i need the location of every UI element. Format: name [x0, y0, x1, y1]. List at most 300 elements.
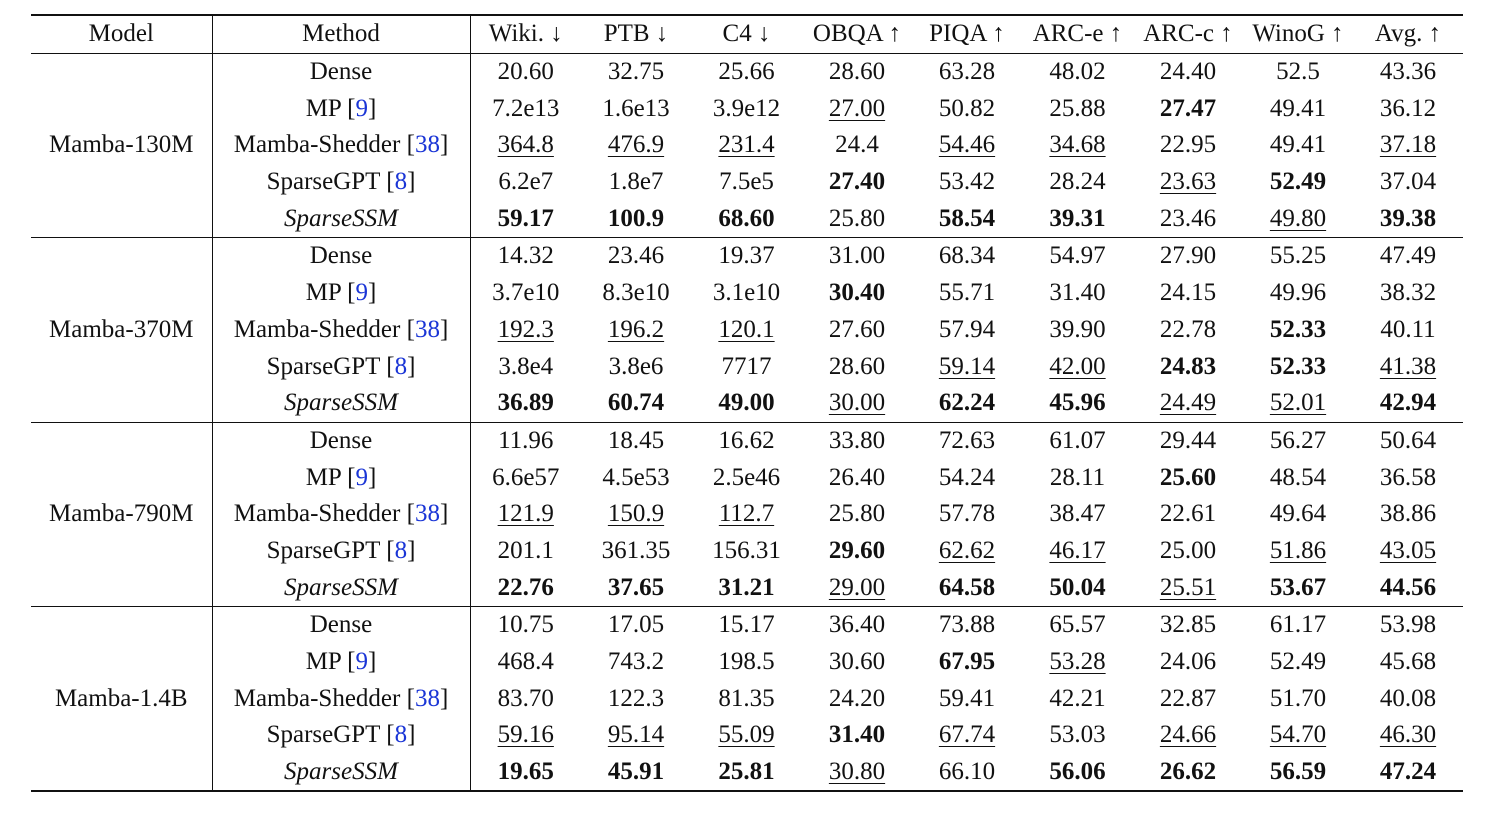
value-cell-winog: [1243, 644, 1353, 681]
value-cell-ptb: [581, 200, 691, 237]
value-cell-piqa: [912, 569, 1022, 606]
value-text: 47.49: [1379, 242, 1437, 270]
table-row: [31, 680, 1463, 717]
table-row: [31, 607, 1463, 644]
value-cell-obqa: [802, 717, 912, 754]
value-cell-arc-e: [1022, 644, 1133, 681]
column-header-method: Method: [212, 15, 470, 53]
value-text: 49.41: [1269, 131, 1327, 159]
value-cell-piqa: [912, 90, 1022, 127]
table-row: [31, 90, 1463, 127]
value-cell-obqa: [802, 238, 912, 275]
value-text: 52.5: [1276, 58, 1320, 86]
value-text: 27.40: [828, 168, 886, 196]
value-cell-c4: [691, 680, 802, 717]
value-cell-winog: [1243, 348, 1353, 385]
value-cell-winog: [1243, 422, 1353, 459]
value-text: 52.33: [1269, 352, 1327, 380]
value-cell-piqa: [912, 754, 1022, 792]
value-cell-obqa: [802, 607, 912, 644]
column-header-winog: WinoG ↑: [1252, 20, 1344, 48]
value-cell-wiki: [470, 496, 581, 533]
table-row: [31, 754, 1463, 792]
value-text: 49.41: [1269, 94, 1327, 122]
value-cell-obqa: [802, 459, 912, 496]
value-cell-arc-e: [1022, 569, 1133, 606]
table-row: [31, 312, 1463, 349]
method-name: Dense: [309, 426, 373, 454]
value-cell-piqa: [912, 312, 1022, 349]
value-text: 60.74: [607, 389, 665, 417]
column-header-arc-e: ARC-e ↑: [1032, 20, 1123, 48]
model-group-mamba-1.4b: [31, 607, 1463, 792]
citation-link[interactable]: 9: [355, 94, 368, 122]
value-text: 121.9: [497, 500, 554, 528]
value-text: 56.27: [1269, 426, 1327, 454]
value-cell-wiki: [470, 607, 581, 644]
value-cell-winog: [1243, 275, 1353, 312]
value-text: 20.60: [497, 58, 554, 86]
value-text: 45.91: [607, 758, 665, 786]
model-group-mamba-370m: [31, 238, 1463, 422]
value-cell-avg: [1353, 164, 1463, 201]
value-cell-obqa: [802, 275, 912, 312]
method-cell: [212, 238, 470, 275]
value-cell-piqa: [912, 200, 1022, 237]
value-text: 27.00: [828, 94, 886, 122]
value-cell-ptb: [581, 348, 691, 385]
value-cell-ptb: [581, 312, 691, 349]
value-text: 31.00: [828, 242, 886, 270]
results-table: [31, 14, 1463, 792]
value-text: 26.40: [828, 463, 886, 491]
value-text: 46.30: [1379, 721, 1437, 749]
value-cell-avg: [1353, 312, 1463, 349]
value-cell-obqa: [802, 385, 912, 422]
value-text: 43.36: [1379, 58, 1437, 86]
value-cell-avg: [1353, 680, 1463, 717]
value-text: 65.57: [1049, 611, 1106, 639]
value-text: 7717: [721, 352, 772, 380]
value-text: 30.60: [828, 648, 886, 676]
value-cell-ptb: [581, 275, 691, 312]
value-cell-wiki: [470, 569, 581, 606]
table-row: [31, 422, 1463, 459]
value-text: 48.54: [1269, 463, 1327, 491]
value-text: 67.74: [938, 721, 996, 749]
value-text: 59.41: [938, 684, 996, 712]
method-cell: Mamba-Shedder [38]: [212, 312, 470, 349]
value-cell-winog: [1243, 53, 1353, 90]
value-cell-c4: [691, 644, 802, 681]
value-cell-ptb: [581, 164, 691, 201]
value-text: 23.63: [1159, 168, 1217, 196]
value-cell-arc-e: [1022, 238, 1133, 275]
table-row: [31, 53, 1463, 90]
value-cell-obqa: [802, 754, 912, 792]
value-text: 52.01: [1269, 389, 1327, 417]
value-cell-wiki: [470, 53, 581, 90]
value-cell-winog: [1243, 312, 1353, 349]
value-text: 61.17: [1269, 611, 1327, 639]
method-cell: [212, 607, 470, 644]
value-text: 62.62: [938, 536, 996, 564]
value-cell-arc-c: [1133, 53, 1243, 90]
table-row: [31, 164, 1463, 201]
value-text: 28.60: [828, 352, 886, 380]
value-cell-arc-e: [1022, 53, 1133, 90]
value-text: 192.3: [497, 315, 554, 343]
table-row: [31, 127, 1463, 164]
value-cell-wiki: [470, 275, 581, 312]
value-text: 25.00: [1159, 536, 1217, 564]
value-cell-arc-c: [1133, 385, 1243, 422]
value-text: 39.38: [1379, 204, 1437, 232]
value-text: 59.16: [497, 721, 554, 749]
value-cell-c4: [691, 53, 802, 90]
value-text: 56.59: [1269, 758, 1327, 786]
method-cell: SparseGPT [8]: [212, 717, 470, 754]
value-cell-ptb: [581, 533, 691, 570]
method-cell: Mamba-Shedder [38]: [212, 496, 470, 533]
value-cell-c4: [691, 607, 802, 644]
value-cell-wiki: [470, 200, 581, 237]
value-cell-avg: [1353, 569, 1463, 606]
value-text: 31.40: [1049, 279, 1106, 307]
citation-link[interactable]: 9: [355, 279, 368, 307]
value-text: 3.8e6: [608, 352, 664, 380]
model-name-cell: Mamba-790M: [31, 422, 212, 606]
column-header-piqa: PIQA ↑: [929, 20, 1005, 48]
table-row: [31, 275, 1463, 312]
value-text: 67.95: [938, 648, 996, 676]
value-cell-obqa: [802, 312, 912, 349]
column-header-c4: C4 ↓: [722, 20, 771, 48]
citation-link[interactable]: 38: [414, 500, 440, 528]
value-cell-winog: [1243, 385, 1353, 422]
value-cell-arc-c: [1133, 607, 1243, 644]
value-cell-wiki: [470, 348, 581, 385]
value-cell-c4: [691, 717, 802, 754]
value-text: 59.17: [497, 204, 554, 232]
value-cell-arc-c: [1133, 680, 1243, 717]
method-name: Mamba-Shedder: [233, 315, 401, 343]
value-cell-c4: [691, 200, 802, 237]
value-text: 17.05: [607, 611, 665, 639]
value-text: 32.75: [607, 58, 665, 86]
value-cell-ptb: [581, 127, 691, 164]
method-name: Dense: [309, 58, 373, 86]
value-cell-arc-e: [1022, 680, 1133, 717]
value-text: 2.5e46: [712, 463, 781, 491]
value-text: 15.17: [718, 611, 775, 639]
citation-link[interactable]: 8: [394, 721, 408, 749]
value-cell-c4: [691, 496, 802, 533]
value-text: 52.49: [1269, 648, 1327, 676]
method-cell: [212, 569, 470, 606]
value-cell-c4: [691, 385, 802, 422]
method-name: SparseGPT: [266, 721, 381, 749]
value-cell-arc-c: [1133, 127, 1243, 164]
value-cell-winog: [1243, 680, 1353, 717]
value-text: 53.03: [1049, 721, 1106, 749]
value-text: 25.81: [718, 758, 775, 786]
value-cell-piqa: [912, 644, 1022, 681]
value-text: 24.15: [1159, 279, 1217, 307]
model-name-cell: Mamba-1.4B: [31, 607, 212, 792]
value-text: 41.38: [1379, 352, 1437, 380]
value-cell-avg: [1353, 422, 1463, 459]
value-text: 32.85: [1159, 611, 1217, 639]
value-cell-wiki: [470, 533, 581, 570]
value-cell-wiki: [470, 238, 581, 275]
table-row: [31, 459, 1463, 496]
method-cell: [212, 754, 470, 792]
table-row: [31, 238, 1463, 275]
value-text: 66.10: [938, 758, 996, 786]
value-cell-arc-e: [1022, 200, 1133, 237]
citation-link[interactable]: 38: [414, 684, 440, 712]
value-cell-ptb: [581, 754, 691, 792]
value-cell-arc-c: [1133, 348, 1243, 385]
citation-link[interactable]: 8: [394, 352, 408, 380]
value-text: 58.54: [938, 204, 996, 232]
model-name-cell: Mamba-370M: [31, 238, 212, 422]
value-cell-piqa: [912, 385, 1022, 422]
value-cell-avg: [1353, 385, 1463, 422]
value-cell-obqa: [802, 496, 912, 533]
value-cell-obqa: [802, 200, 912, 237]
value-text: 24.83: [1159, 352, 1217, 380]
value-text: 42.21: [1049, 684, 1106, 712]
value-text: 25.51: [1159, 573, 1217, 601]
value-cell-winog: [1243, 496, 1353, 533]
value-text: 36.89: [497, 389, 554, 417]
value-text: 22.61: [1159, 500, 1217, 528]
header-row: [31, 15, 1463, 53]
value-text: 743.2: [607, 648, 665, 676]
value-cell-obqa: [802, 533, 912, 570]
value-cell-wiki: [470, 312, 581, 349]
value-text: 7.2e13: [492, 94, 560, 122]
method-cell: [212, 422, 470, 459]
value-text: 364.8: [497, 131, 554, 159]
column-header-model: Model: [31, 15, 212, 53]
value-text: 10.75: [497, 611, 554, 639]
value-cell-arc-e: [1022, 754, 1133, 792]
value-cell-arc-c: [1133, 312, 1243, 349]
value-cell-obqa: [802, 127, 912, 164]
value-text: 22.87: [1159, 684, 1217, 712]
value-text: 51.70: [1269, 684, 1327, 712]
value-text: 1.6e13: [602, 94, 670, 122]
value-cell-arc-e: [1022, 533, 1133, 570]
value-cell-avg: [1353, 533, 1463, 570]
value-cell-avg: [1353, 348, 1463, 385]
value-cell-arc-c: [1133, 200, 1243, 237]
value-text: 64.58: [938, 573, 996, 601]
value-cell-piqa: [912, 53, 1022, 90]
value-text: 3.9e12: [712, 94, 781, 122]
value-text: 25.60: [1159, 463, 1217, 491]
method-name: Mamba-Shedder: [233, 131, 401, 159]
value-text: 3.7e10: [492, 279, 560, 307]
value-cell-arc-c: [1133, 275, 1243, 312]
value-text: 83.70: [497, 684, 554, 712]
table-header: [31, 15, 1463, 53]
value-cell-ptb: [581, 717, 691, 754]
value-text: 53.42: [938, 168, 996, 196]
table-row: [31, 644, 1463, 681]
method-name: SparseGPT: [266, 352, 381, 380]
value-text: 120.1: [718, 315, 775, 343]
value-text: 24.4: [835, 131, 879, 159]
value-cell-obqa: [802, 680, 912, 717]
value-cell-avg: [1353, 90, 1463, 127]
citation-link[interactable]: 8: [394, 536, 408, 564]
table-row: [31, 496, 1463, 533]
value-cell-piqa: [912, 717, 1022, 754]
value-text: 53.98: [1379, 611, 1437, 639]
value-text: 54.24: [938, 463, 996, 491]
value-text: 24.66: [1159, 721, 1217, 749]
value-cell-arc-e: [1022, 422, 1133, 459]
value-cell-winog: [1243, 459, 1353, 496]
value-cell-wiki: [470, 644, 581, 681]
value-cell-arc-c: [1133, 717, 1243, 754]
value-text: 42.00: [1049, 352, 1106, 380]
value-text: 34.68: [1049, 131, 1106, 159]
value-cell-arc-e: [1022, 717, 1133, 754]
method-cell: [212, 385, 470, 422]
method-name: SparseSSM: [284, 389, 398, 417]
value-text: 38.47: [1049, 500, 1106, 528]
value-cell-c4: [691, 348, 802, 385]
value-cell-ptb: [581, 644, 691, 681]
method-name: Mamba-Shedder: [233, 500, 401, 528]
value-text: 55.09: [718, 721, 775, 749]
value-cell-arc-e: [1022, 607, 1133, 644]
model-group-mamba-130m: [31, 53, 1463, 237]
value-text: 73.88: [938, 611, 996, 639]
value-text: 37.18: [1379, 131, 1437, 159]
method-name: MP: [305, 279, 341, 307]
method-name: Mamba-Shedder: [233, 684, 401, 712]
method-cell: MP [9]: [212, 275, 470, 312]
value-text: 68.60: [718, 204, 775, 232]
value-text: 24.06: [1159, 648, 1217, 676]
value-text: 46.17: [1049, 536, 1106, 564]
value-text: 54.97: [1049, 242, 1106, 270]
value-text: 27.47: [1159, 94, 1217, 122]
method-name: Dense: [309, 242, 373, 270]
value-text: 53.28: [1049, 648, 1106, 676]
value-cell-arc-e: [1022, 127, 1133, 164]
value-text: 43.05: [1379, 536, 1437, 564]
value-text: 37.04: [1379, 168, 1437, 196]
value-cell-winog: [1243, 200, 1353, 237]
value-cell-ptb: [581, 569, 691, 606]
value-text: 196.2: [607, 315, 665, 343]
value-cell-obqa: [802, 90, 912, 127]
value-cell-winog: [1243, 569, 1353, 606]
value-cell-avg: [1353, 644, 1463, 681]
value-cell-c4: [691, 533, 802, 570]
value-text: 30.80: [828, 758, 886, 786]
value-text: 100.9: [607, 204, 665, 232]
value-text: 42.94: [1379, 389, 1437, 417]
value-text: 36.58: [1379, 463, 1437, 491]
value-cell-winog: [1243, 754, 1353, 792]
column-header-arc-c: ARC-c ↑: [1143, 20, 1233, 48]
value-text: 24.40: [1159, 58, 1217, 86]
value-text: 30.40: [828, 279, 886, 307]
value-text: 45.68: [1379, 648, 1437, 676]
value-text: 55.25: [1269, 242, 1327, 270]
value-text: 57.94: [938, 315, 996, 343]
value-text: 51.86: [1269, 536, 1327, 564]
value-cell-piqa: [912, 422, 1022, 459]
value-text: 14.32: [497, 242, 554, 270]
value-text: 81.35: [718, 684, 775, 712]
method-cell: MP [9]: [212, 459, 470, 496]
value-text: 23.46: [607, 242, 665, 270]
value-cell-winog: [1243, 127, 1353, 164]
value-text: 62.24: [938, 389, 996, 417]
value-text: 468.4: [497, 648, 554, 676]
column-header-avg: Avg. ↑: [1374, 20, 1442, 48]
value-text: 72.63: [938, 426, 996, 454]
value-text: 6.6e57: [492, 463, 560, 491]
value-cell-wiki: [470, 754, 581, 792]
value-cell-obqa: [802, 422, 912, 459]
value-cell-winog: [1243, 164, 1353, 201]
value-text: 7.5e5: [719, 168, 774, 196]
value-cell-piqa: [912, 459, 1022, 496]
value-cell-ptb: [581, 680, 691, 717]
value-cell-c4: [691, 569, 802, 606]
value-text: 25.80: [828, 204, 886, 232]
value-text: 68.34: [938, 242, 996, 270]
value-text: 37.65: [607, 573, 665, 601]
column-header-ptb: PTB ↓: [603, 20, 669, 48]
column-header-obqa: OBQA ↑: [812, 20, 902, 48]
method-cell: MP [9]: [212, 644, 470, 681]
value-cell-wiki: [470, 127, 581, 164]
value-text: 54.46: [938, 131, 996, 159]
value-cell-wiki: [470, 422, 581, 459]
citation-link[interactable]: 38: [414, 315, 440, 343]
column-header-wiki: Wiki. ↓: [488, 20, 563, 48]
value-text: 47.24: [1379, 758, 1437, 786]
citation-link[interactable]: 9: [355, 463, 368, 491]
value-text: 56.06: [1049, 758, 1106, 786]
value-text: 26.62: [1159, 758, 1217, 786]
value-cell-arc-c: [1133, 754, 1243, 792]
value-text: 28.60: [828, 58, 886, 86]
value-text: 3.1e10: [712, 279, 781, 307]
citation-link[interactable]: 8: [394, 168, 408, 196]
value-text: 31.21: [718, 573, 775, 601]
value-text: 198.5: [718, 648, 775, 676]
citation-link[interactable]: 38: [414, 131, 440, 159]
value-cell-arc-c: [1133, 644, 1243, 681]
citation-link[interactable]: 9: [355, 648, 368, 676]
value-text: 95.14: [607, 721, 665, 749]
value-cell-winog: [1243, 717, 1353, 754]
value-cell-arc-e: [1022, 348, 1133, 385]
value-cell-ptb: [581, 385, 691, 422]
